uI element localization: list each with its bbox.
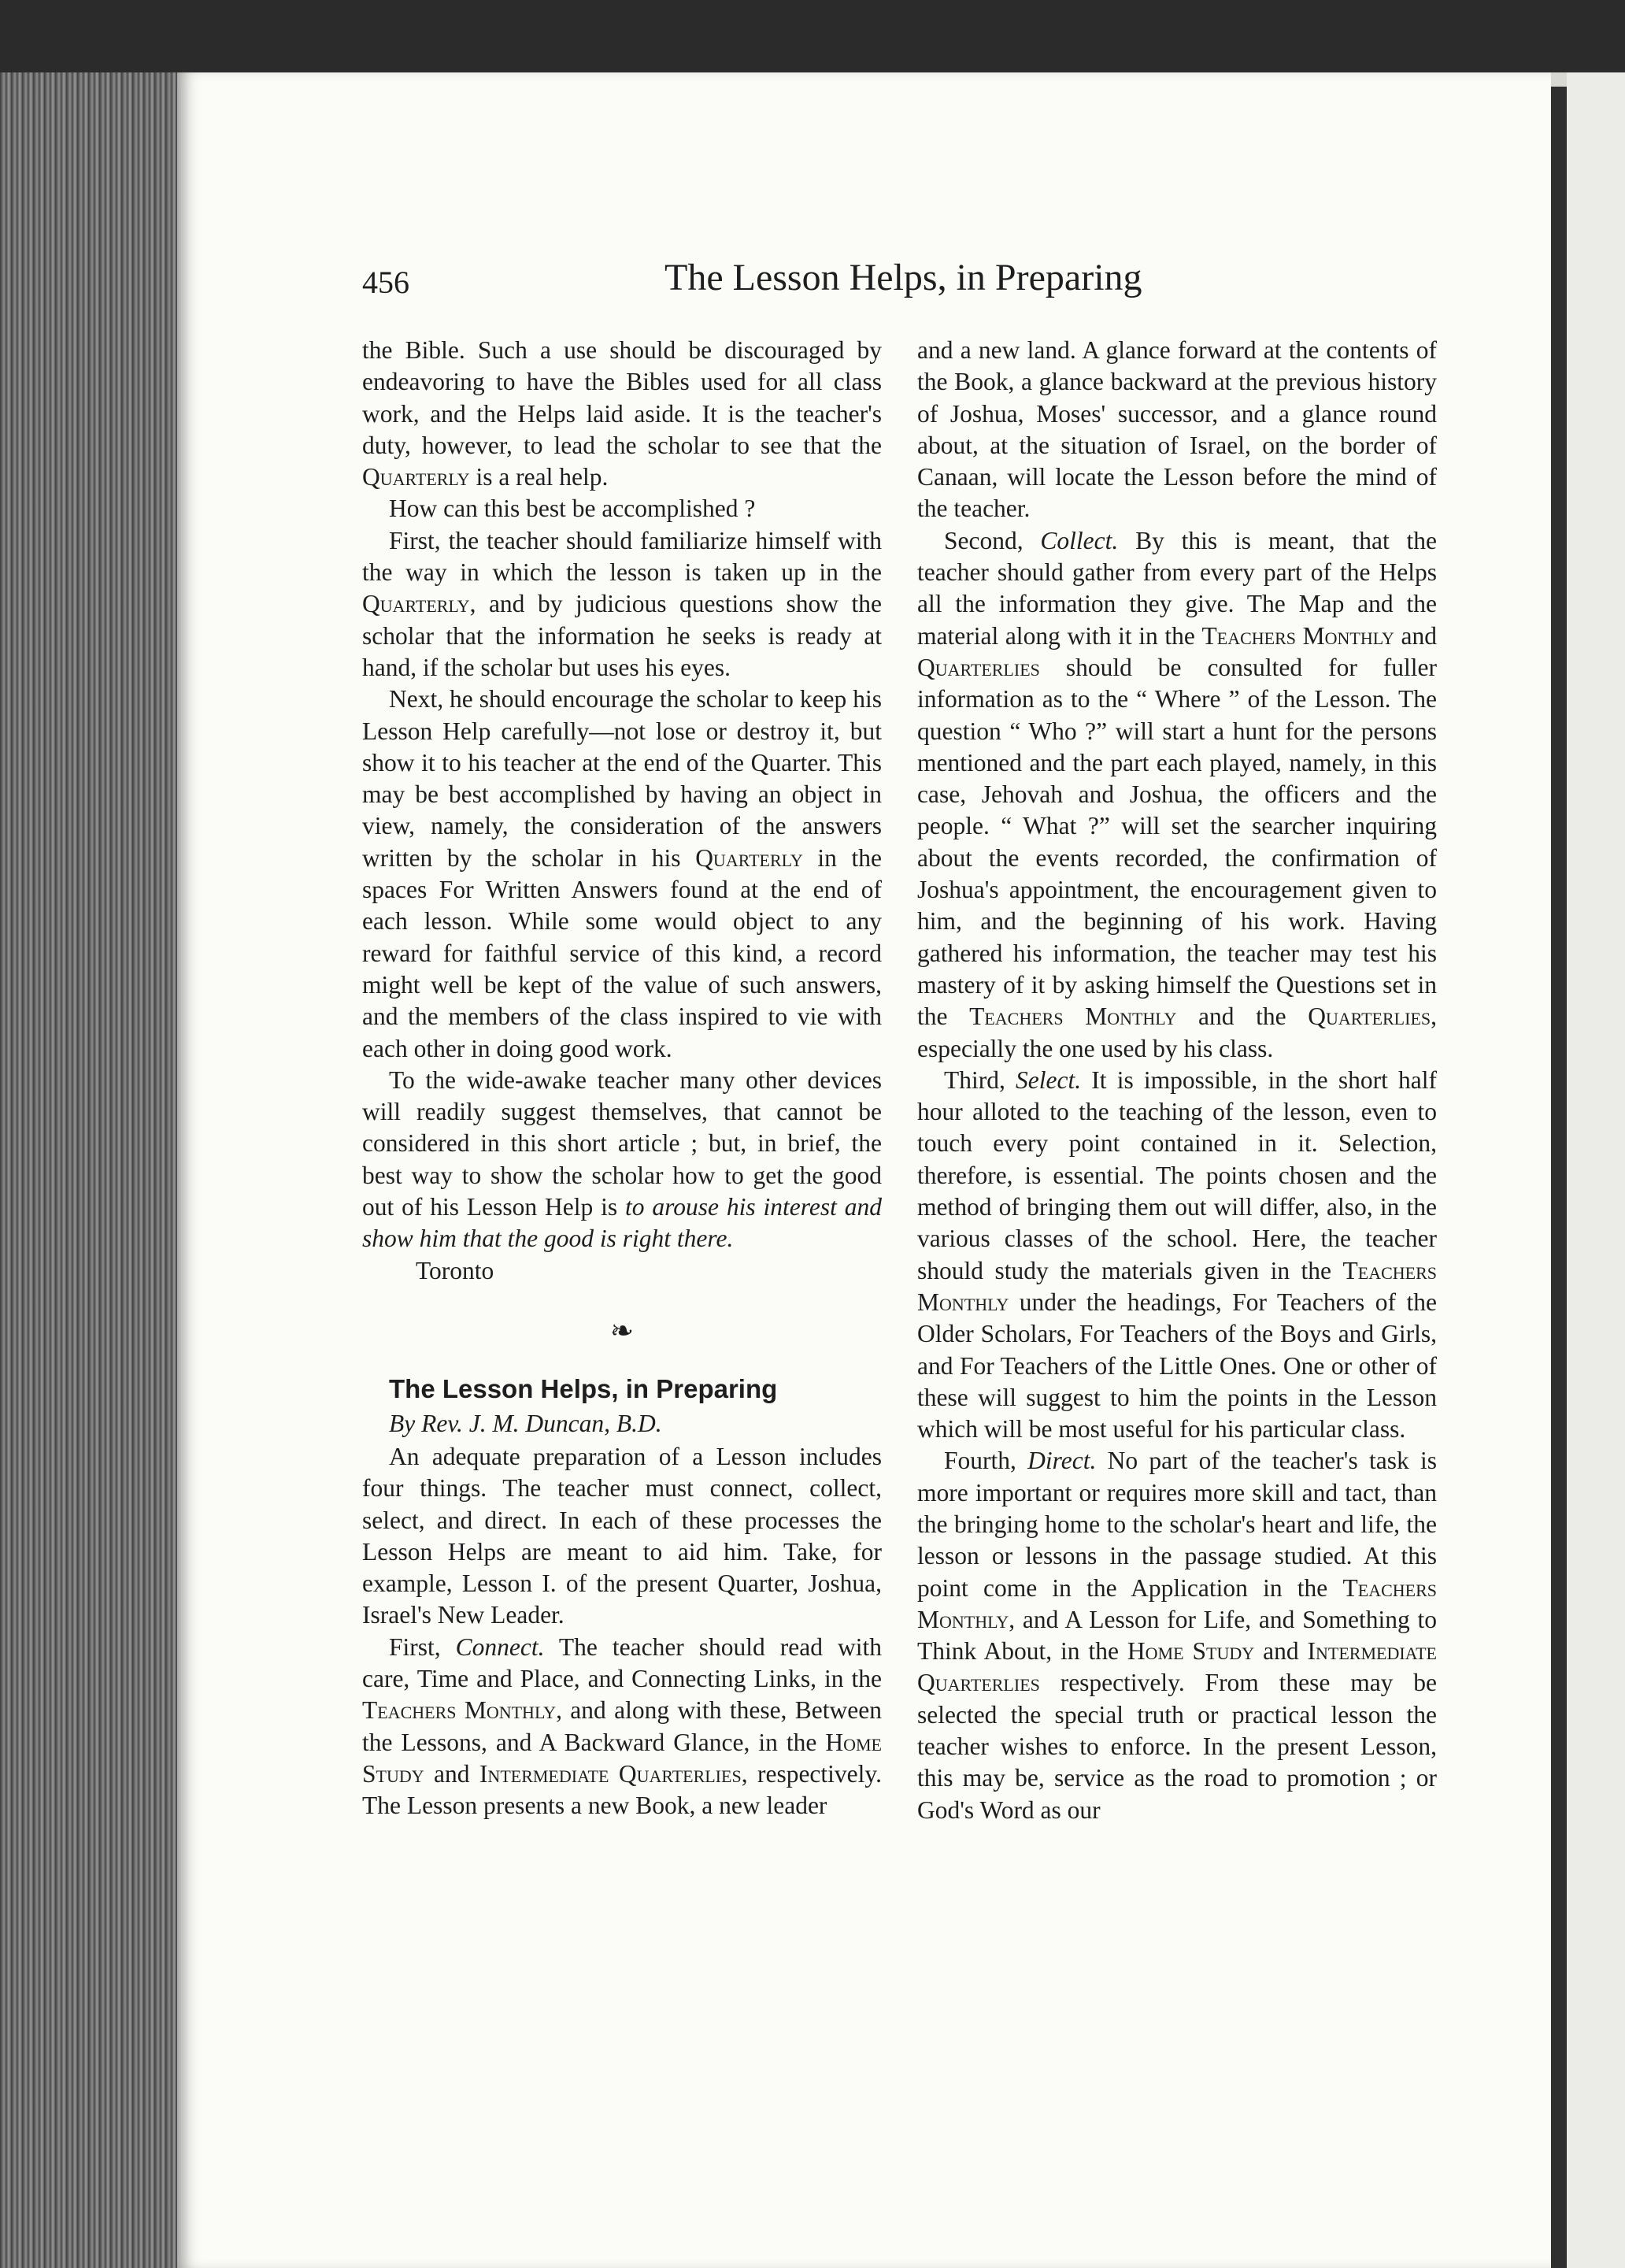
section-ornament: ❧ xyxy=(609,1314,635,1347)
right-margin xyxy=(1567,72,1625,2268)
paragraph: Fourth, Direct. No part of the teacher's task is more important or requires more skill and tact, than the bringing home to the scholar's heart and life, the lesson or lessons in the passage studied. At this point come in the Application in the Teachers Monthly, and A Lesson for Life, and Something to Think About, in the Home Study and Intermediate Quarterlies respectively. From these may be selected the special truth or practical lesson the teacher wishes to enforce. In the present Lesson, this may be, service as the road to promotion ; or God's Word as our xyxy=(917,1447,1437,1824)
paragraph: How can this best be accomplished ? xyxy=(389,495,756,523)
scanner-top-border xyxy=(0,0,1625,72)
paragraph: and a new land. A glance forward at the contents of the Book, a glance backward at the previous history of Joshua, Moses' successor, and a glance round about, at the situation of Israel, on the border of Canaan, will locate the Lesson before the mind of the teacher. xyxy=(917,336,1437,523)
paragraph: First, the teacher should familiarize himself with the way in which the lesson is taken up in the Quarterly, and by judicious questions show the scholar that the information he seeks is ready at hand, if the scholar but uses his eyes. xyxy=(362,526,882,681)
book-page-edges xyxy=(0,72,201,2268)
paragraph: Third, Select. It is impossible, in the short half hour alloted to the teaching of the lesson, even to touch every point contained in it. Selection, therefore, is essential. The points chosen and the method of bringing them out will differ, also, in the various classes of the school. Here, the teacher should study the materials given in the Teachers Monthly under the headings, For Teachers of the Older Scholars, For Teachers of the Boys and Girls, and For Teachers of the Little Ones. One or other of these will suggest to him the points in the Lesson which will be most useful for his particular class. xyxy=(917,1065,1437,1443)
paragraph: the Bible. Such a use should be discouraged by endeavoring to have the Bibles used for all class work, and the Helps laid aside. It is the teacher's duty, however, to lead the scholar to see that the Quarterly is a real help. xyxy=(362,336,882,491)
paragraph: First, Connect. The teacher should read with care, Time and Place, and Connecting Links, in the Teachers Monthly, and along with these, Between the Lessons, and A Backward Glance, in the Home Study and Intermediate Quarterlies, respectively. The Lesson presents a new Book, a new leader xyxy=(362,1632,882,1820)
facing-page-edge xyxy=(1551,87,1567,2268)
paragraph: Second, Collect. By this is meant, that the teacher should gather from every part of the Helps all the information they give. The Map and the material along with it in the Teachers Monthly and Quarterlies should be consulted for fuller information as to the “ Where ” of the Lesson. The question “ Who ?” will start a hunt for the persons mentioned and the part each played, namely, in this case, Jehovah and Joshua, the officers and the people. “ What ?” will set the searcher inquiring about the events recorded, the confirmation of Joshua's appointment, the encouragement given to him, and the beginning of his work. Having gathered his information, the teacher may test his mastery of it by asking himself the Questions set in the Teachers Monthly and the Quarterlies, especially the one used by his class. xyxy=(917,526,1437,1062)
place-signoff: Toronto xyxy=(416,1256,494,1284)
right-column xyxy=(917,335,1437,1826)
article-title: The Lesson Helps, in Preparing xyxy=(389,1373,778,1403)
running-title: The Lesson Helps, in Preparing xyxy=(664,257,1142,298)
left-column xyxy=(362,335,882,1821)
paragraph: Next, he should encourage the scholar to keep his Lesson Help carefully—not lose or destroy it, but show it to his teacher at the end of the Quarter. This may be best accomplished by having an object in view, namely, the consideration of the answers written by the scholar in his Quarterly in the spaces For Written Answers found at the end of each lesson. While some would object to any reward for faithful service of this kind, a record might well be kept of the value of such answers, and the members of the class inspired to vie with each other in doing good work. xyxy=(362,685,882,1062)
paragraph: To the wide-awake teacher many other devices will readily suggest themselves, that cannot be considered in this short article ; but, in brief, the best way to show the scholar how to get the good out of his Lesson Help is to arouse his interest and show him that the good is right there. xyxy=(362,1065,882,1253)
paragraph: An adequate preparation of a Lesson includes four things. The teacher must connect, collect, select, and direct. In each of these processes the Lesson Helps are meant to aid him. Take, for example, Lesson I. of the present Quarter, Joshua, Israel's New Leader. xyxy=(362,1442,882,1629)
running-head xyxy=(362,256,1149,319)
page-number: 456 xyxy=(362,265,409,300)
article-byline: By Rev. J. M. Duncan, B.D. xyxy=(389,1409,662,1437)
